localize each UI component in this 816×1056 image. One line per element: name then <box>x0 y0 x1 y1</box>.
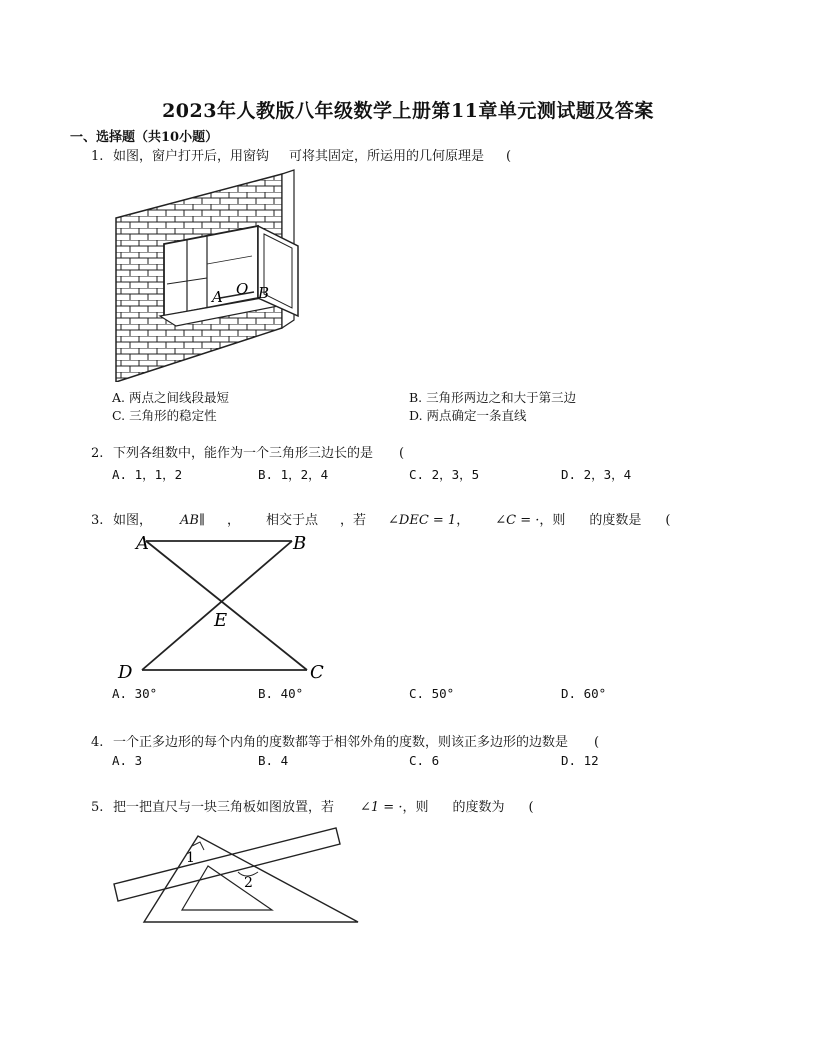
answer-paren: ( <box>594 735 600 750</box>
q2-option-a[interactable]: A. 1，1，2 <box>112 467 183 482</box>
label-angle-2: 2 <box>244 875 253 891</box>
question-text: 相交于点 <box>265 513 318 528</box>
label-d: D <box>118 662 133 682</box>
answer-paren: ( <box>528 800 534 815</box>
question-text: 把一把直尺与一块三角板如图放置，若 <box>113 800 335 815</box>
label-b: B <box>258 284 270 302</box>
question-text: 一个正多边形的每个内角的度数都等于相邻外角的度数，则该正多边形的边数是 <box>113 735 569 750</box>
q3-option-b[interactable]: B. 40° <box>258 686 304 701</box>
q4-option-c[interactable]: C. 6 <box>409 753 440 768</box>
question-text: 下列各组数中，能作为一个三角形三边长的是 <box>113 446 374 461</box>
hourglass-figure <box>112 530 332 682</box>
q4-option-d[interactable]: D. 12 <box>561 753 599 768</box>
q4-option-b[interactable]: B. 4 <box>258 753 289 768</box>
label-e: E <box>214 610 228 631</box>
answer-paren: ( <box>665 513 671 528</box>
question-number: 1. <box>91 149 104 164</box>
question-text: ， <box>226 513 240 528</box>
math-ab-parallel: AB∥ <box>180 513 205 528</box>
question-text: ， <box>456 513 470 528</box>
question-1 <box>91 145 511 164</box>
question-number: 5. <box>91 800 104 815</box>
window-figure <box>112 168 304 382</box>
question-text: ，则 <box>402 800 429 815</box>
answer-paren: ( <box>506 149 512 164</box>
page-title: 2023年人教版八年级数学上册第11章单元测试题及答案 <box>162 100 654 122</box>
q1-option-a[interactable]: A. 两点之间线段最短 <box>112 390 229 405</box>
question-text: 可将其固定，所运用的几何原理是 <box>289 149 485 164</box>
q1-option-b[interactable]: B. 三角形两边之和大于第三边 <box>409 390 577 405</box>
q4-option-a[interactable]: A. 3 <box>112 753 143 768</box>
math-angle-dec: ∠DEC = 1 <box>388 513 457 528</box>
question-number: 4. <box>91 735 104 750</box>
label-a: A <box>212 288 223 306</box>
question-3 <box>91 509 670 528</box>
ruler-triangle-figure <box>110 822 362 930</box>
question-text: ，若 <box>340 513 367 528</box>
q1-option-d[interactable]: D. 两点确定一条直线 <box>409 408 527 423</box>
label-c: C <box>310 662 324 682</box>
question-text: 如图， <box>113 513 153 528</box>
question-number: 3. <box>91 513 104 528</box>
segment-ac <box>146 541 307 670</box>
question-text: 的度数是 <box>589 513 642 528</box>
q3-option-a[interactable]: A. 30° <box>112 686 158 701</box>
question-5 <box>91 796 534 815</box>
section-heading: 一、选择题（共10小题） <box>70 130 219 145</box>
label-o: O <box>236 280 249 298</box>
math-angle-c: ∠C = · <box>495 513 540 528</box>
label-b: B <box>293 533 307 554</box>
q1-option-c[interactable]: C. 三角形的稳定性 <box>112 408 217 423</box>
ruler <box>114 828 340 901</box>
answer-paren: ( <box>399 446 405 461</box>
question-4 <box>91 731 599 750</box>
question-text: 如图，窗户打开后，用窗钩 <box>113 149 270 164</box>
question-text: ，则 <box>539 513 566 528</box>
math-angle-1: ∠1 = · <box>360 800 403 815</box>
segment-bd <box>142 541 292 670</box>
q2-option-d[interactable]: D. 2，3，4 <box>561 467 632 482</box>
question-text: 的度数为 <box>452 800 505 815</box>
q3-option-d[interactable]: D. 60° <box>561 686 607 701</box>
label-angle-1: 1 <box>186 850 195 866</box>
q3-option-c[interactable]: C. 50° <box>409 686 455 701</box>
question-2 <box>91 442 404 461</box>
label-a: A <box>136 533 149 554</box>
question-number: 2. <box>91 446 104 461</box>
q2-option-b[interactable]: B. 1，2，4 <box>258 467 329 482</box>
q2-option-c[interactable]: C. 2，3，5 <box>409 467 480 482</box>
